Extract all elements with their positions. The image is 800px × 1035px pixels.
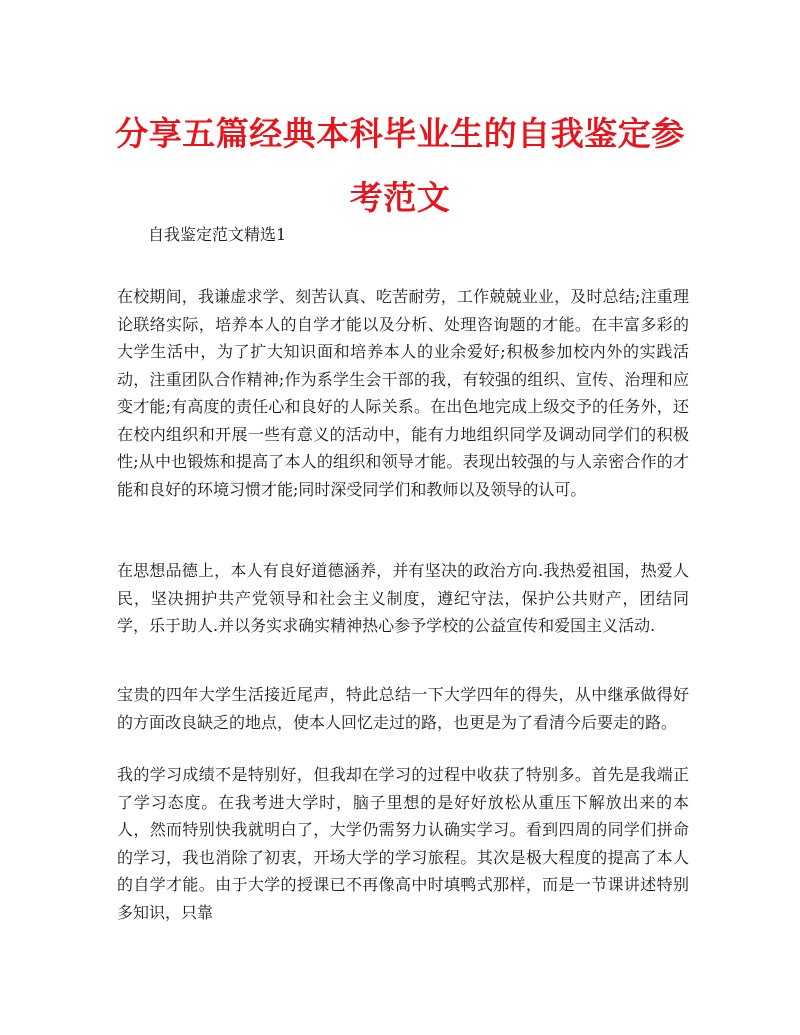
document-title: 分享五篇经典本科毕业生的自我鉴定参考范文 [115,114,685,217]
paragraph-2: 在思想品德上，本人有良好道德涵养，并有坚决的政治方向.我热爱祖国，热爱人民，坚决拥护共产党领导和社会主义制度，遵纪守法，保护公共财产，团结同学，乐于助人.并以务实求确实精神热心参予学校的公益宣传和爱国主义活动. [117,561,689,635]
paragraph-3: 宝贵的四年大学生活接近尾声，特此总结一下大学四年的得失，从中继承做得好的方面改良缺乏的地点，使本人回忆走过的路，也更是为了看清今后要走的路。 [117,685,689,732]
paragraph-1: 在校期间，我谦虚求学、刻苦认真、吃苦耐劳，工作兢兢业业，及时总结;注重理论联络实际，培养本人的自学才能以及分析、处理咨询题的才能。在丰富多彩的大学生活中，为了扩大知识面和培养本人的业余爱好;积极参加校内外的实践活动，注重团队合作精神;作为系学生会干部的我，有较强的组织、宣传、治理和应变才能;有高度的责任心和良好的人际关系。在出色地完成上级交予的任务外，还在校内组织和开展一些有意义的活动中，能有力地组织同学及调动同学们的积极性;从中也锻炼和提高了本人的组织和领导才能。表现出较强的与人亲密合作的才能和良好的环境习惯才能;同时深受同学们和教师以及领导的认可。 [117,287,689,499]
section-heading: 自我鉴定范文精选1 [148,225,287,244]
paragraph-4: 我的学习成绩不是特别好，但我却在学习的过程中收获了特别多。首先是我端正了学习态度。在我考进大学时，脑子里想的是好好放松从重压下解放出来的本人，然而特别快我就明白了，大学仍需努力认确实学习。看到四周的同学们拼命的学习，我也消除了初衷，开场大学的学习旅程。其次是极大程度的提高了本人的自学才能。由于大学的授课已不再像高中时填鸭式那样，而是一节课讲述特别多知识，只靠 [117,765,689,922]
